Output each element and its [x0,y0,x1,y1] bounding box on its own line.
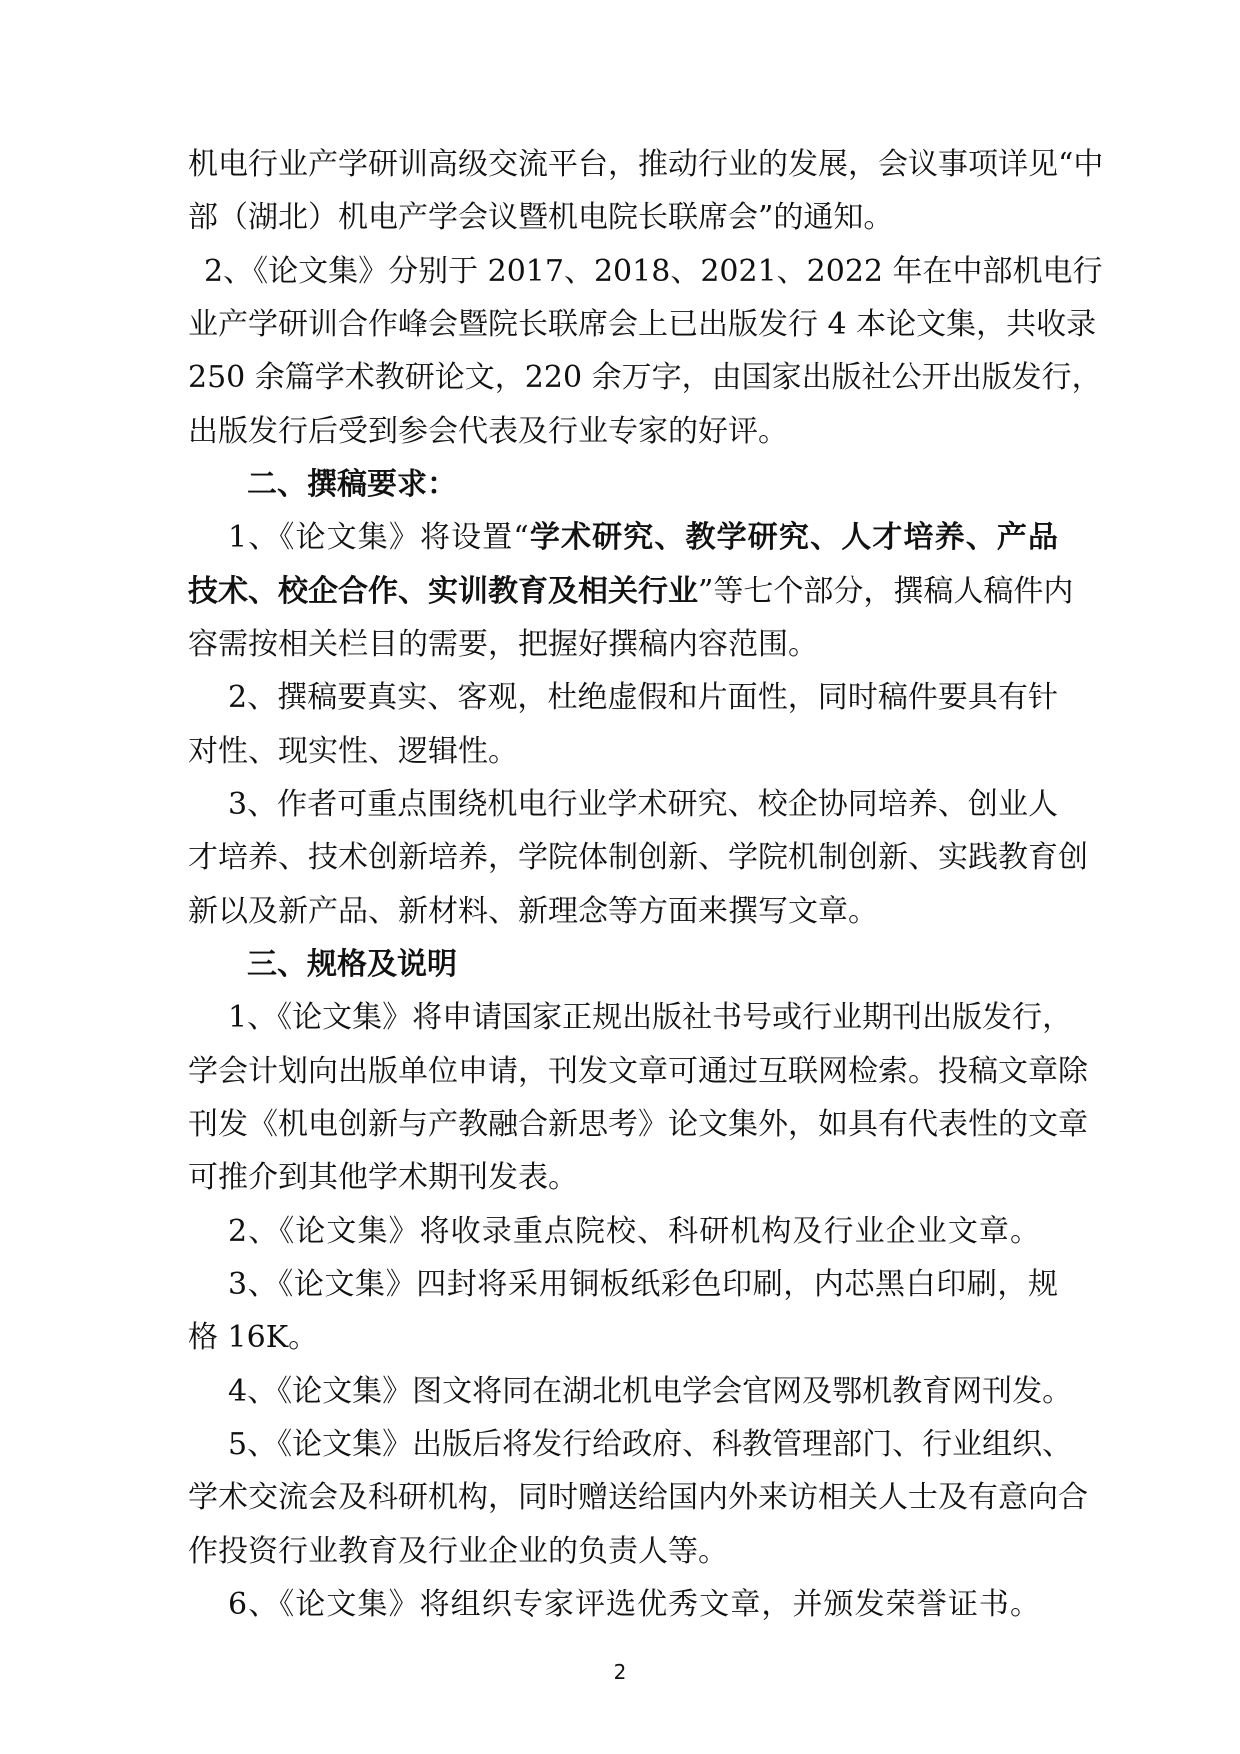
requirements-p1-line-1 [228,514,1058,562]
history-line-3: 250 余篇学术教研论文，220 余万字，由国家出版社公开出版发行， [188,360,1102,395]
spec-p2-line-1: 2、《论文集》将收录重点院校、科研机构及行业企业文章。 [228,1214,1040,1249]
spec-p1-line-3: 刊发《机电创新与产教融合新思考》论文集外，如具有代表性的文章 [188,1107,1088,1142]
history-line-2: 业产学研训合作峰会暨院长联席会上已出版发行 4 本论文集，共收录 [188,307,1097,342]
spec-p5-line-1: 5、《论文集》出版后将发行给政府、科教管理部门、行业组织、 [228,1427,1073,1462]
requirements-p3-line-1: 3、作者可重点围绕机电行业学术研究、校企协同培养、创业人 [228,787,1058,822]
spec-p6-line-1: 6、《论文集》将组织专家评选优秀文章，并颁发荣誉证书。 [228,1587,1040,1622]
requirements-p3-line-3: 新以及新产品、新材料、新理念等方面来撰写文章。 [188,894,878,929]
requirements-p1-suffix: ”等七个部分，撰稿人稿件内 [698,574,1074,609]
spec-p5-line-3: 作投资行业教育及行业企业的负责人等。 [188,1534,728,1569]
requirements-p1-bold-2: 技术、校企合作、实训教育及相关行业 [188,574,698,609]
requirements-p3-line-2: 才培养、技术创新培养，学院体制创新、学院机制创新、实践教育创 [188,840,1088,875]
spec-p5-line-2: 学术交流会及科研机构，同时赠送给国内外来访相关人士及有意向合 [188,1480,1088,1515]
requirements-p2-line-1: 2、撰稿要真实、客观，杜绝虚假和片面性，同时稿件要具有针 [228,680,1058,715]
spec-p1-line-1: 1、《论文集》将申请国家正规出版社书号或行业期刊出版发行， [228,1000,1073,1035]
spec-p1-line-4: 可推介到其他学术期刊发表。 [188,1160,578,1195]
section-heading-writing-requirements: 二、撰稿要求： [247,467,457,502]
history-line-4: 出版发行后受到参会代表及行业专家的好评。 [188,414,788,449]
spec-p1-line-2: 学会计划向出版单位申请，刊发文章可通过互联网检索。投稿文章除 [188,1054,1088,1089]
intro-line-2: 部（湖北）机电产学会议暨机电院长联席会”的通知。 [188,200,894,235]
requirements-p1-line-3: 容需按相关栏目的需要，把握好撰稿内容范围。 [188,627,818,662]
spec-p3-line-1: 3、《论文集》四封将采用铜板纸彩色印刷，内芯黑白印刷，规 [228,1267,1058,1302]
section-heading-specifications: 三、规格及说明 [247,947,457,982]
history-line-1: 2、《论文集》分别于 2017、2018、2021、2022 年在中部机电行 [204,254,1103,289]
requirements-p2-line-2: 对性、现实性、逻辑性。 [188,734,518,769]
spec-p4-line-1: 4、《论文集》图文将同在湖北机电学会官网及鄂机教育网刊发。 [228,1374,1073,1409]
intro-line-1: 机电行业产学研训高级交流平台，推动行业的发展，会议事项详见“中 [188,147,1104,182]
requirements-p1-bold-1: 学术研究、教学研究、人才培养、产品 [528,520,1058,555]
page-number: 2 [613,1660,627,1684]
requirements-p1-prefix: 1、《论文集》将设置“ [228,520,529,555]
requirements-p1-line-2 [188,568,1074,616]
spec-p3-line-2: 格 16K。 [188,1320,319,1355]
